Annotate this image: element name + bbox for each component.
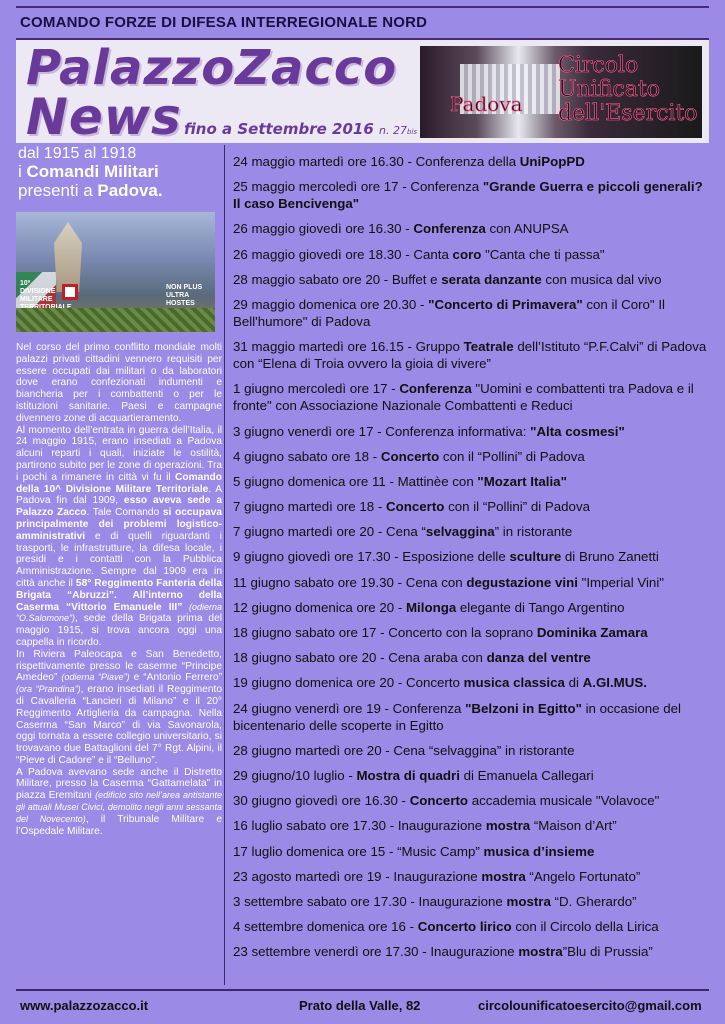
event-item [233, 843, 713, 860]
event-text: 26 maggio giovedì ore 18.30 - Canta [233, 246, 453, 262]
event-text: 5 giugno domenica ore 11 - Mattinèe con [233, 473, 478, 489]
text-run-italic: (odierna “Piave”) [61, 672, 130, 683]
footer-address: Prato della Valle, 82 [299, 998, 421, 1013]
article-headline-line2 [18, 162, 222, 181]
masthead-title-line2: News [26, 88, 182, 146]
event-text: ” in ristorante [494, 524, 573, 540]
event-item [233, 943, 713, 960]
event-item [233, 893, 713, 910]
text-run-italic: (ora “Prandina”) [16, 684, 81, 695]
event-highlight: sculture [509, 549, 562, 565]
article-paragraph [16, 649, 222, 767]
event-text: 1 giugno mercoledì ore 17 - [233, 381, 400, 397]
event-text: 28 maggio sabato ore 20 - Buffet e [233, 271, 442, 287]
event-text: 18 giugno sabato ore 17 - Concerto con la soprano [233, 625, 537, 640]
event-text: 16 luglio sabato ore 17.30 - Inaugurazione [233, 818, 486, 834]
event-text: in occasione del bicentenario delle scoperte in Egitto [233, 700, 681, 733]
event-text: con musica dal vivo [541, 271, 662, 287]
event-text: 24 maggio martedì ore 16.30 - Conferenza della [233, 154, 520, 169]
event-text: 23 agosto martedì ore 19 - Inaugurazione [233, 868, 482, 884]
event-item [233, 700, 713, 734]
event-item [233, 178, 713, 212]
text-run: , sede della Brigata prima del maggio 1915, si trova ancora oggi una cappella in ricordo. [16, 613, 222, 648]
event-item [233, 742, 713, 759]
event-item [233, 674, 713, 691]
event-item [233, 153, 713, 170]
event-highlight: "Grande Guerra e piccoli generali? Il caso Bencivenga" [233, 179, 703, 212]
event-text: 31 maggio martedì ore 16.15 - Gruppo [233, 339, 464, 355]
event-item [233, 574, 713, 591]
event-highlight: Concerto lirico [417, 919, 512, 935]
text-run-italic: (odierna “O.Salomone”) [16, 601, 222, 624]
event-item [233, 338, 713, 372]
event-item [233, 271, 713, 288]
event-text: con il “Pollini” di Padova [439, 448, 585, 464]
text-run: , erano insediati il Reggimento di Cavalleria “Lancieri di Milano” e il 20° Reggimento Artiglieria da campagna. Nella Caserma “San Marco” di via Savonarola, oggi tornata a essere collegio universitario, si trovavano due Battaglioni del 7° Rgt. Alpini, il “Pieve di Cadore” e il “Belluno”. [16, 684, 222, 766]
issue-period: fino a Settembre 2016 [184, 120, 374, 138]
event-item [233, 918, 713, 935]
text-run: . Tale Comando [86, 507, 163, 519]
event-highlight: musica classica [463, 675, 565, 691]
event-text: “D. Gherardo” [550, 893, 637, 909]
event-highlight: coro [452, 246, 482, 262]
wreath-graphic [16, 308, 215, 332]
event-text: "Imperial Vini" [577, 574, 664, 590]
event-text: 7 giugno martedì ore 18 - [233, 499, 387, 515]
footer-email-link[interactable]: circolounificatoesercito@gmail.com [478, 998, 702, 1013]
padova-logo-text: Padova [450, 92, 523, 116]
event-text: 17 luglio domenica ore 15 - “Music Camp” [233, 843, 484, 859]
event-item [233, 649, 713, 666]
event-item [233, 296, 713, 330]
event-text: “Angelo Fortunato” [525, 868, 641, 884]
text-run: . A Padova fin dal 1909, [16, 483, 222, 507]
masthead-banner [16, 38, 709, 146]
event-text: "Canta che ti passa" [481, 246, 605, 262]
poster-text-left: 10ª DIVISIONE MILITARE [20, 280, 56, 303]
text-run-bold: esso aveva sede a Palazzo Zacco [16, 495, 222, 519]
event-highlight: Concerto [409, 793, 469, 809]
event-highlight: mostra [518, 944, 563, 960]
event-highlight: "Concerto di Primavera" [428, 296, 583, 312]
event-highlight: Mostra di quadri [356, 767, 460, 783]
event-text: di Emanuela Callegari [459, 767, 594, 783]
event-text: 11 giugno sabato ore 19.30 - Cena con [233, 574, 467, 590]
headline-prefix: presenti a [18, 181, 98, 200]
event-highlight: Milonga [405, 599, 457, 615]
issue-subtitle [184, 120, 417, 138]
footer-website-link[interactable]: www.palazzozacco.it [20, 998, 149, 1013]
event-text: 18 giugno sabato ore 20 - Cena araba con [233, 650, 487, 666]
events-list [233, 153, 713, 968]
event-text: dell’Istituto “P.F.Calvi” di Padova con “Elena di Troia ovvero la gioia di vivere” [233, 339, 707, 372]
article-paragraph [16, 425, 222, 649]
event-highlight: serata danzante [441, 271, 542, 287]
text-run: In Riviera Paleocapa e San Benedetto, rispettivamente presso le caserme “Principe Amedeo” [16, 648, 222, 684]
masthead-title-line1: PalazzoZacco [26, 40, 398, 96]
organization-name: COMANDO FORZE DI DIFESA INTERREGIONALE NORD [20, 14, 428, 31]
event-highlight: Conferenza [399, 381, 472, 397]
event-highlight: "Belzoni in Egitto" [465, 700, 582, 716]
event-highlight: A.GI.MUS. [582, 675, 647, 691]
event-text: 3 settembre sabato ore 17.30 - Inaugurazione [233, 893, 507, 909]
issue-number: n. 27 [379, 124, 407, 137]
column-divider [224, 145, 225, 985]
event-item [233, 220, 713, 237]
event-text: con il Coro" Il Bell'humore" di Padova [233, 296, 665, 329]
event-text: 26 maggio giovedì ore 16.30 - [233, 221, 414, 237]
event-highlight: mostra [506, 893, 551, 909]
poster-text-right: NON PLUS ULTRA HOSTES [166, 284, 203, 307]
text-run-italic: (edificio sito nell’area antistante gli attuali Musei Civici, demolito negli anni sessanta del Novecento) [16, 790, 223, 824]
event-highlight: danza del ventre [486, 650, 591, 666]
text-run: e di quelli riguardanti i trasporti, le infrastrutture, la difesa locale, i presidi e i contatti con la Pubblica Amministrazione. Sempre dal 1909 era in città anche il [16, 530, 222, 589]
event-text: con il Circolo della Lirica [511, 919, 659, 935]
article-paragraph: Nel corso del primo conflitto mondiale molti palazzi privati cittadini vennero requisiti per essere occupati dai militari o da laboratori dove erano confezionati indumenti e biancheria per i combattenti o per le istituzioni sanitarie. Paesi e campagne divennero zone di acquartieramento. [16, 342, 222, 424]
event-text: 24 giugno venerdì ore 19 - Conferenza [233, 700, 466, 716]
event-text: "Uomini e combattenti tra Padova e il fronte" con Associazione Nazionale Combattenti e Reduci [233, 381, 694, 414]
event-text: 12 giugno domenica ore 20 - [233, 599, 406, 615]
text-run: A Padova avevano sede anche il Distretto Militare, presso la Caserma “Gattamelata” in piazza Eremitani [16, 766, 222, 802]
event-text: “Maison d’Art” [530, 818, 617, 834]
circolo-logo-photo [420, 46, 702, 138]
article-headline-line3 [18, 181, 222, 200]
event-text: 19 giugno domenica ore 20 - Concerto [233, 675, 464, 691]
event-text: 30 giugno giovedì ore 16.30 - [233, 793, 410, 809]
event-highlight: "Mozart Italia" [477, 473, 567, 489]
headline-bold: Comandi Militari [26, 162, 159, 181]
event-item [233, 448, 713, 465]
event-text: con il “Pollini” di Padova [444, 499, 590, 515]
event-text: 7 giugno martedì ore 20 - Cena “ [233, 524, 426, 540]
issue-suffix: bis [406, 128, 418, 136]
event-item [233, 624, 713, 641]
event-highlight: Concerto [386, 499, 445, 515]
article-headline-line1: dal 1915 al 1918 [18, 145, 137, 162]
event-text: ”Blu di Prussia” [562, 944, 653, 960]
event-text: di Bruno Zanetti [561, 549, 659, 565]
event-text: 9 giugno giovedì ore 17.30 - Esposizione delle [233, 549, 510, 565]
event-item [233, 817, 713, 834]
bottom-rule [16, 989, 709, 991]
text-run-bold: 58° Reggimento Fanteria della Brigata “Abruzzi”. All’interno della Caserma “Vittorio Emanuele III” [16, 577, 222, 613]
event-text: accademia musicale "Volavoce" [468, 793, 660, 809]
event-item [233, 792, 713, 809]
event-text: di [564, 675, 583, 691]
text-run: e “Antonio Ferrero” [129, 672, 223, 684]
article-body [16, 342, 222, 837]
event-text: 28 giugno martedì ore 20 - Cena “selvaggina” in ristorante [233, 742, 575, 758]
event-item [233, 473, 713, 490]
top-rule [16, 6, 709, 8]
event-item [233, 548, 713, 565]
event-item [233, 868, 713, 885]
event-text: 4 giugno sabato ore 18 - [233, 448, 381, 464]
event-item [233, 599, 713, 616]
headline-prefix: i [18, 162, 27, 181]
text-run-bold: si occupava principalmente dei problemi logistico-amministrativi [16, 507, 223, 542]
event-highlight: Concerto [380, 448, 440, 464]
cross-emblem [62, 284, 78, 300]
text-run: Al momento dell’entrata in guerra dell’Italia, il 24 maggio 1915, erano insediati a Padova alcuni reparti i quali, iniziate le ostilità, partirono subito per le zone di operazioni. Tra i pochi a rimanere in città vi fu il [16, 424, 222, 483]
event-text: 3 giugno venerdì ore 17 - Conferenza informativa: [233, 423, 531, 439]
text-run: , il Tribunale Militare e l’Ospedale Militare. [16, 813, 222, 837]
event-text: 23 settembre venerdì ore 17.30 - Inaugurazione [233, 944, 519, 960]
event-highlight: Dominika Zamara [536, 625, 648, 640]
event-highlight: mostra [481, 868, 526, 884]
event-highlight: Conferenza [413, 221, 486, 237]
event-highlight: mostra [485, 818, 531, 834]
event-highlight: "Alta cosmesi" [530, 423, 625, 439]
event-highlight: Teatrale [463, 339, 514, 355]
event-highlight: musica d’insieme [483, 843, 595, 859]
event-text: 25 maggio mercoledì ore 17 - Conferenza [233, 179, 483, 195]
event-text: con ANUPSA [485, 221, 569, 237]
circolo-logo-text: Circolo Unificato dell'Esercito [558, 53, 698, 126]
event-text: 29 giugno/10 luglio - [233, 767, 357, 783]
event-item [233, 523, 713, 540]
text-run-bold: Comando della 10^ Divisione Militare Territoriale [16, 471, 222, 495]
event-text: elegante di Tango Argentino [456, 599, 625, 615]
event-highlight: UniPopPD [519, 154, 585, 169]
headline-bold: Padova. [97, 181, 163, 200]
historic-poster-image [16, 212, 215, 332]
sidebar-article [16, 145, 222, 985]
event-highlight: degustazione vini [466, 574, 578, 590]
event-item [233, 498, 713, 515]
event-text: 29 maggio domenica ore 20.30 - [233, 296, 429, 312]
event-item [233, 423, 713, 440]
event-item [233, 767, 713, 784]
event-highlight: selvaggina [425, 524, 495, 540]
event-text: 4 settembre domenica ore 16 - [233, 919, 418, 935]
event-item [233, 246, 713, 263]
article-paragraph [16, 767, 222, 838]
event-item [233, 380, 713, 414]
